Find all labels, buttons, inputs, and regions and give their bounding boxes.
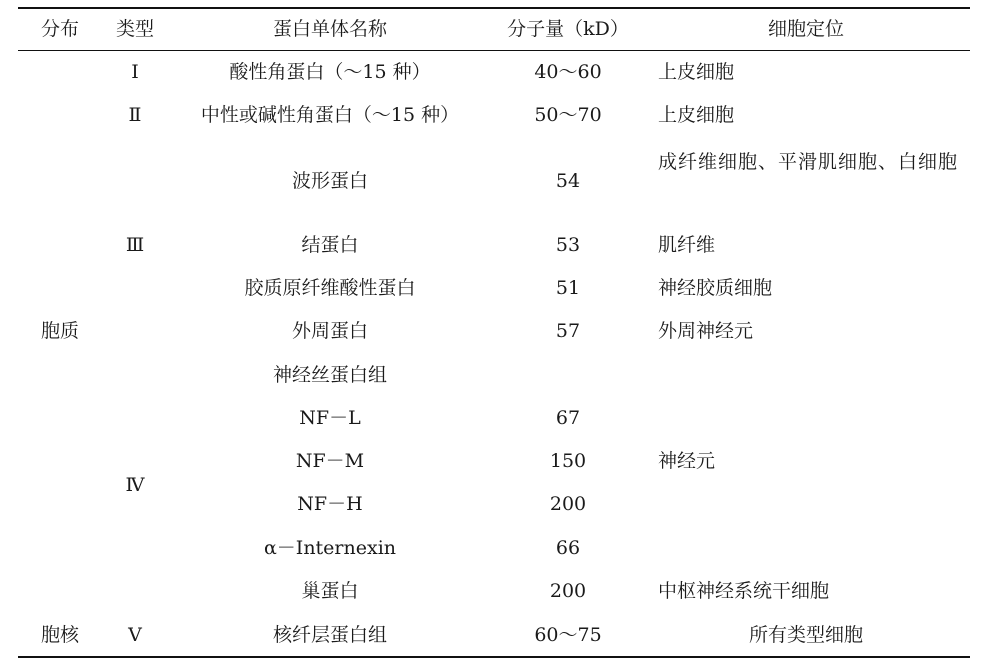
molecular-weight: 54 bbox=[555, 170, 581, 192]
protein-name: 外周蛋白 bbox=[291, 320, 369, 342]
cell-location: 成纤维细胞、平滑肌细胞、白细胞 bbox=[658, 151, 959, 173]
type-2: Ⅱ bbox=[128, 104, 142, 126]
molecular-weight: 200 bbox=[549, 580, 587, 602]
molecular-weight: 67 bbox=[555, 407, 581, 429]
header-mw: 分子量（kD） bbox=[507, 18, 629, 40]
header-rule bbox=[18, 50, 970, 51]
cell-location: 神经胶质细胞 bbox=[658, 277, 773, 299]
header-name: 蛋白单体名称 bbox=[272, 18, 388, 40]
cell-location: 所有类型细胞 bbox=[748, 624, 864, 646]
protein-name: 酸性角蛋白（～15 种） bbox=[229, 61, 431, 83]
protein-name: 巢蛋白 bbox=[301, 580, 359, 602]
protein-name: NF－M bbox=[295, 450, 365, 472]
cell-location: 肌纤维 bbox=[658, 234, 716, 256]
header-type: 类型 bbox=[115, 18, 155, 40]
cell-location: 神经元 bbox=[658, 450, 716, 472]
cell-location: 外周神经元 bbox=[658, 320, 754, 342]
protein-name: 结蛋白 bbox=[301, 234, 359, 256]
type-1: Ⅰ bbox=[131, 61, 139, 83]
cell-location: 上皮细胞 bbox=[658, 61, 735, 83]
bottom-rule bbox=[18, 656, 970, 658]
molecular-weight: 200 bbox=[549, 493, 587, 515]
cell-location: 上皮细胞 bbox=[658, 104, 735, 126]
type-5: Ⅴ bbox=[128, 624, 142, 646]
protein-name: 胶质原纤维酸性蛋白 bbox=[244, 277, 416, 299]
molecular-weight: 53 bbox=[555, 234, 581, 256]
molecular-weight: 50～70 bbox=[534, 104, 602, 126]
molecular-weight: 150 bbox=[549, 450, 587, 472]
protein-name: NF－L bbox=[299, 407, 361, 429]
header-distribution: 分布 bbox=[40, 18, 80, 40]
protein-name: 神经丝蛋白组 bbox=[272, 364, 388, 386]
molecular-weight: 40～60 bbox=[534, 61, 602, 83]
protein-name: 波形蛋白 bbox=[291, 170, 369, 192]
header-location: 细胞定位 bbox=[767, 18, 845, 40]
distribution-cytoplasm: 胞质 bbox=[40, 320, 80, 342]
top-rule bbox=[18, 7, 970, 9]
type-3: Ⅲ bbox=[125, 234, 145, 256]
protein-name: 中性或碱性角蛋白（～15 种） bbox=[200, 104, 460, 126]
type-4: Ⅳ bbox=[125, 474, 145, 496]
distribution-nucleus: 胞核 bbox=[40, 624, 80, 646]
protein-name: α－Internexin bbox=[263, 537, 397, 559]
molecular-weight: 57 bbox=[555, 320, 581, 342]
molecular-weight: 51 bbox=[555, 277, 581, 299]
protein-name: NF－H bbox=[297, 493, 363, 515]
protein-name: 核纤层蛋白组 bbox=[272, 624, 388, 646]
molecular-weight: 60～75 bbox=[534, 624, 602, 646]
molecular-weight: 66 bbox=[555, 537, 581, 559]
cell-location: 中枢神经系统干细胞 bbox=[658, 580, 830, 602]
